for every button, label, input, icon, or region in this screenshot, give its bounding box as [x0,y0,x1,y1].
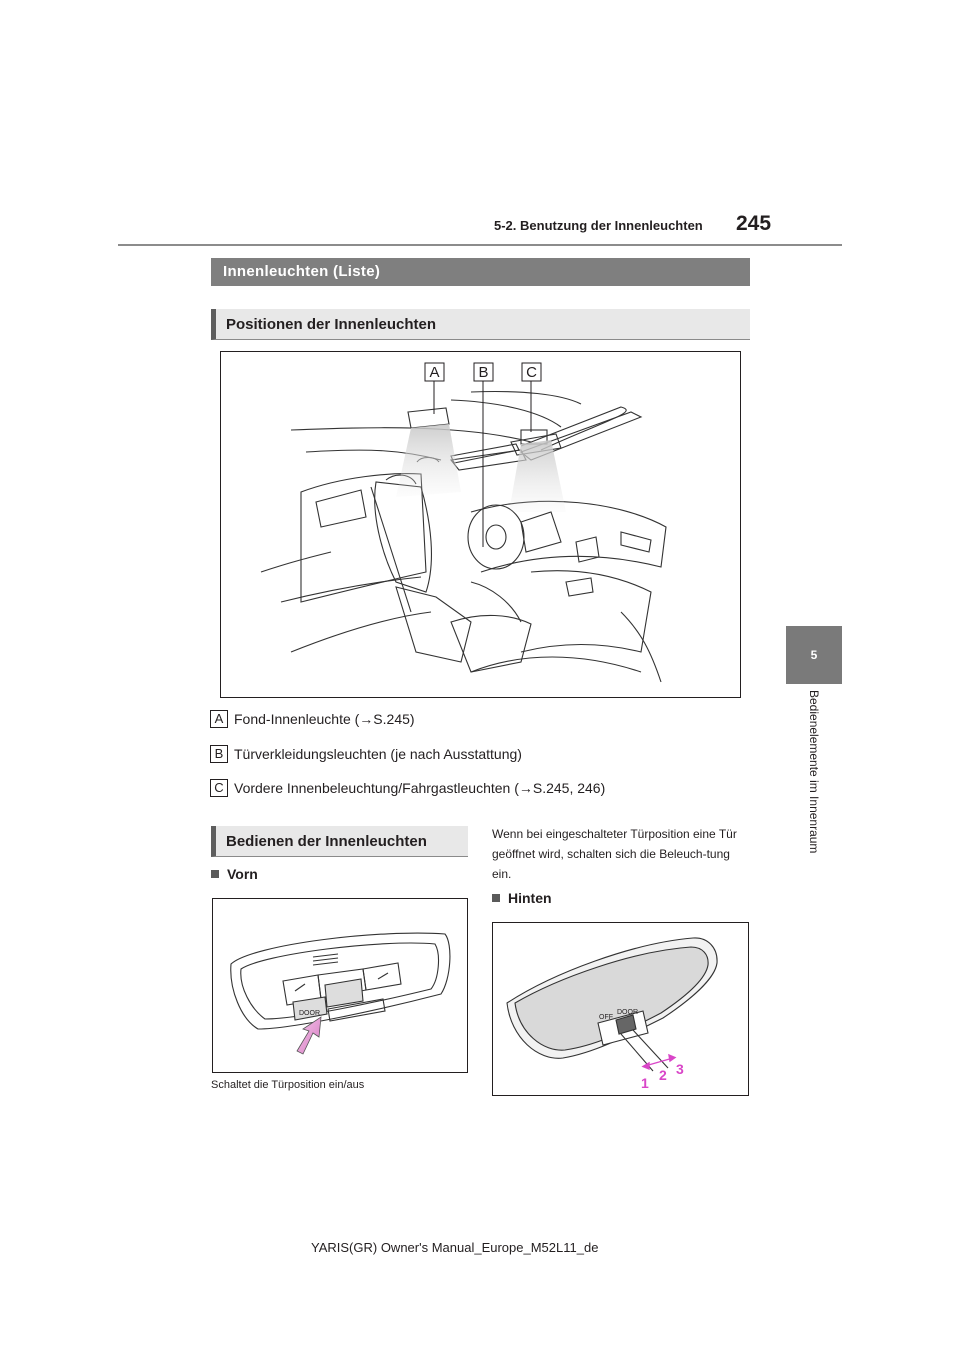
press-arrow-icon [297,1017,321,1054]
section-title: 5-2. Benutzung der Innenleuchten [494,218,703,233]
main-heading: Innenleuchten (Liste) [211,258,750,286]
figure-label-b: B [478,364,489,381]
figure-label-c: C [526,364,537,381]
front-label-text: Vorn [227,866,258,882]
door-position-description: Wenn bei eingeschalteter Türposition eine Tür geöffnet wird, schalten sich die Beleuch-tung ein. [492,827,737,881]
front-label [211,866,258,882]
car-interior-illustration [221,352,740,697]
front-console-illustration [213,899,467,1072]
position-3-label: 3 [676,1061,684,1077]
legend-text-a: Fond-Innenleuchte (→S.245) [234,711,415,727]
chapter-title-vertical [808,690,822,890]
legend-text-b: Türverkleidungsleuchten (je nach Ausstattung) [234,746,522,762]
interior-figure [220,351,741,698]
chapter-tab: 5 [786,626,842,684]
position-1-label: 1 [641,1075,649,1091]
header-rule [118,244,842,246]
rear-label [492,890,552,906]
footer-manual-id: YARIS(GR) Owner's Manual_Europe_M52L11_de [311,1240,599,1255]
rear-label-text: Hinten [508,890,552,906]
positions-heading: Positionen der Innenleuchten [211,309,750,340]
legend-item-a [210,709,415,729]
position-2-label: 2 [659,1067,667,1083]
legend-text-c: Vordere Innenbeleuchtung/Fahrgastleuchten (→S.245, 246) [234,780,606,796]
legend-item-b [210,744,522,764]
rear-off-label: OFF [599,1014,613,1021]
bullet-square-icon [211,870,219,878]
bullet-square-icon [492,894,500,902]
rear-lamp-figure [492,922,749,1096]
figure-label-a: A [429,364,440,381]
legend-key-b: B [210,745,228,763]
front-caption: Schaltet die Türposition ein/aus [211,1079,365,1091]
chapter-title: Bedienelemente im Innenraum [807,690,821,854]
front-console-figure [212,898,468,1073]
page-number: 245 [736,212,772,235]
legend-key-c: C [210,779,228,797]
legend-key-a: A [210,710,228,728]
operate-heading: Bedienen der Innenleuchten [211,826,468,857]
legend-item-c [210,778,605,798]
rear-lamp-illustration [493,923,748,1095]
front-door-switch-label: DOOR [299,1010,320,1017]
rear-door-label: DOOR [617,1009,638,1016]
